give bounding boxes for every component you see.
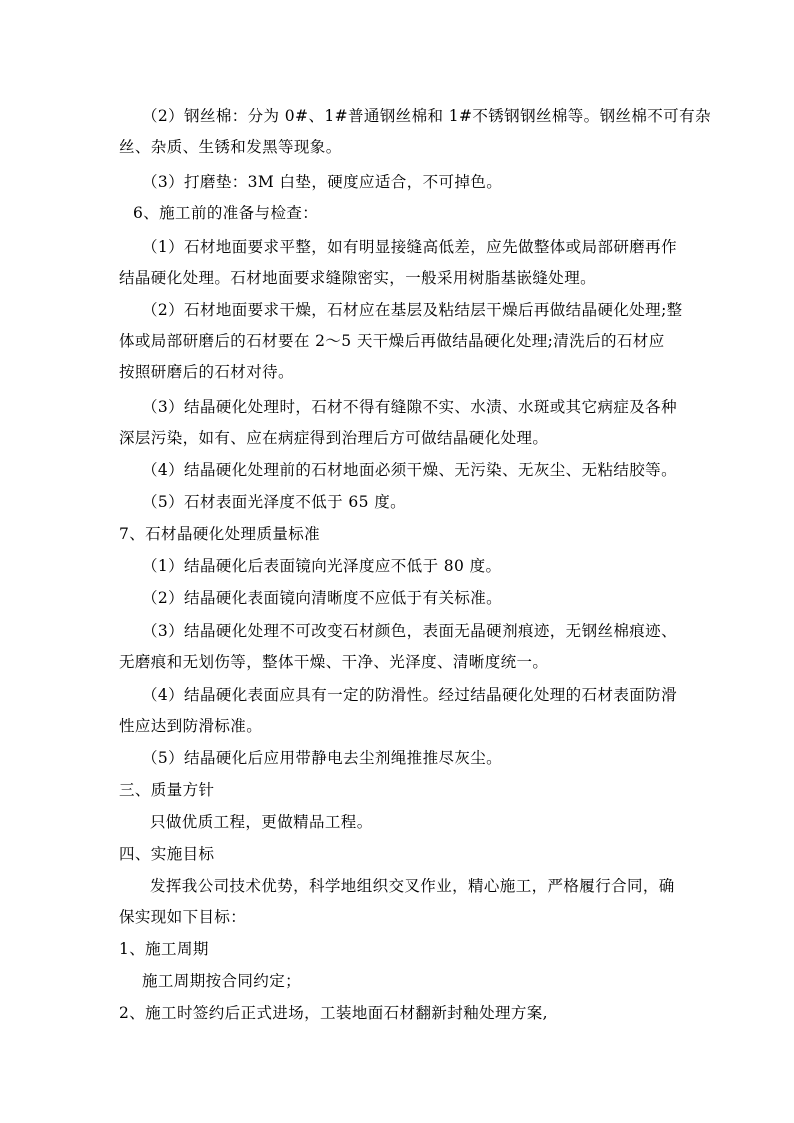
text-line: 结晶硬化处理。石材地面要求缝隙密实，一般采用树脂基嵌缝处理。	[119, 269, 597, 287]
text-line: 丝、杂质、生锈和发黑等现象。	[119, 138, 342, 156]
text-line: （2）钢丝棉：分为 0#、1#普通钢丝棉和 1#不锈钢钢丝棉等。钢丝棉不可有杂	[142, 107, 711, 125]
text-line: 深层污染，如有、应在病症得到治理后方可做结晶硬化处理。	[119, 429, 549, 447]
section-heading: 四、实施目标	[119, 845, 215, 863]
text-line: （1）结晶硬化后表面镜向光泽度应不低于 80 度。	[142, 557, 502, 575]
text-line: （5）结晶硬化后应用带静电去尘剂绳推推尽灰尘。	[142, 749, 503, 767]
section-heading: 7、石材晶硬化处理质量标准	[119, 525, 321, 543]
text-line: 6、施工前的准备与检查：	[133, 204, 319, 222]
text-line: 体或局部研磨后的石材要在 2～5 天干燥后再做结晶硬化处理;清洗后的石材应	[119, 332, 665, 350]
text-line: 性应达到防滑标准。	[119, 717, 263, 735]
text-line: （1）石材地面要求平整，如有明显接缝高低差，应先做整体或局部研磨再作	[142, 238, 677, 256]
text-line: 施工周期按合同约定；	[142, 972, 302, 990]
text-line: （3）结晶硬化处理不可改变石材颜色，表面无晶硬剂痕迹，无钢丝棉痕迹、	[142, 622, 677, 640]
section-heading: 三、质量方针	[119, 781, 215, 799]
text-line: （2）结晶硬化表面镜向清晰度不应低于有关标准。	[142, 589, 503, 607]
text-line: （3）打磨垫：3M 白垫，硬度应适合，不可掉色。	[142, 173, 503, 191]
text-line: （4）结晶硬化表面应具有一定的防滑性。经过结晶硬化处理的石材表面防滑	[142, 686, 677, 704]
text-line: （3）结晶硬化处理时，石材不得有缝隙不实、水渍、水斑或其它病症及各种	[142, 398, 677, 416]
text-line: （4）结晶硬化处理前的石材地面必须干燥、无污染、无灰尘、无粘结胶等。	[142, 461, 677, 479]
text-line: 发挥我公司技术优势，科学地组织交叉作业，精心施工，严格履行合同，确	[150, 877, 675, 895]
text-line: 无磨痕和无划伤等，整体干燥、干净、光泽度、清晰度统一。	[119, 653, 549, 671]
text-line: 保实现如下目标：	[119, 908, 247, 926]
text-line: （2）石材地面要求干燥，石材应在基层及粘结层干燥后再做结晶硬化处理;整	[142, 301, 683, 319]
text-line: 按照研磨后的石材对待。	[119, 363, 294, 381]
text-line: （5）石材表面光泽度不低于 65 度。	[142, 493, 407, 511]
text-line: 只做优质工程，更做精品工程。	[150, 813, 373, 831]
section-heading: 1、施工周期	[119, 940, 209, 958]
section-heading: 2、施工时签约后正式进场，工装地面石材翻新封釉处理方案,	[119, 1004, 548, 1022]
